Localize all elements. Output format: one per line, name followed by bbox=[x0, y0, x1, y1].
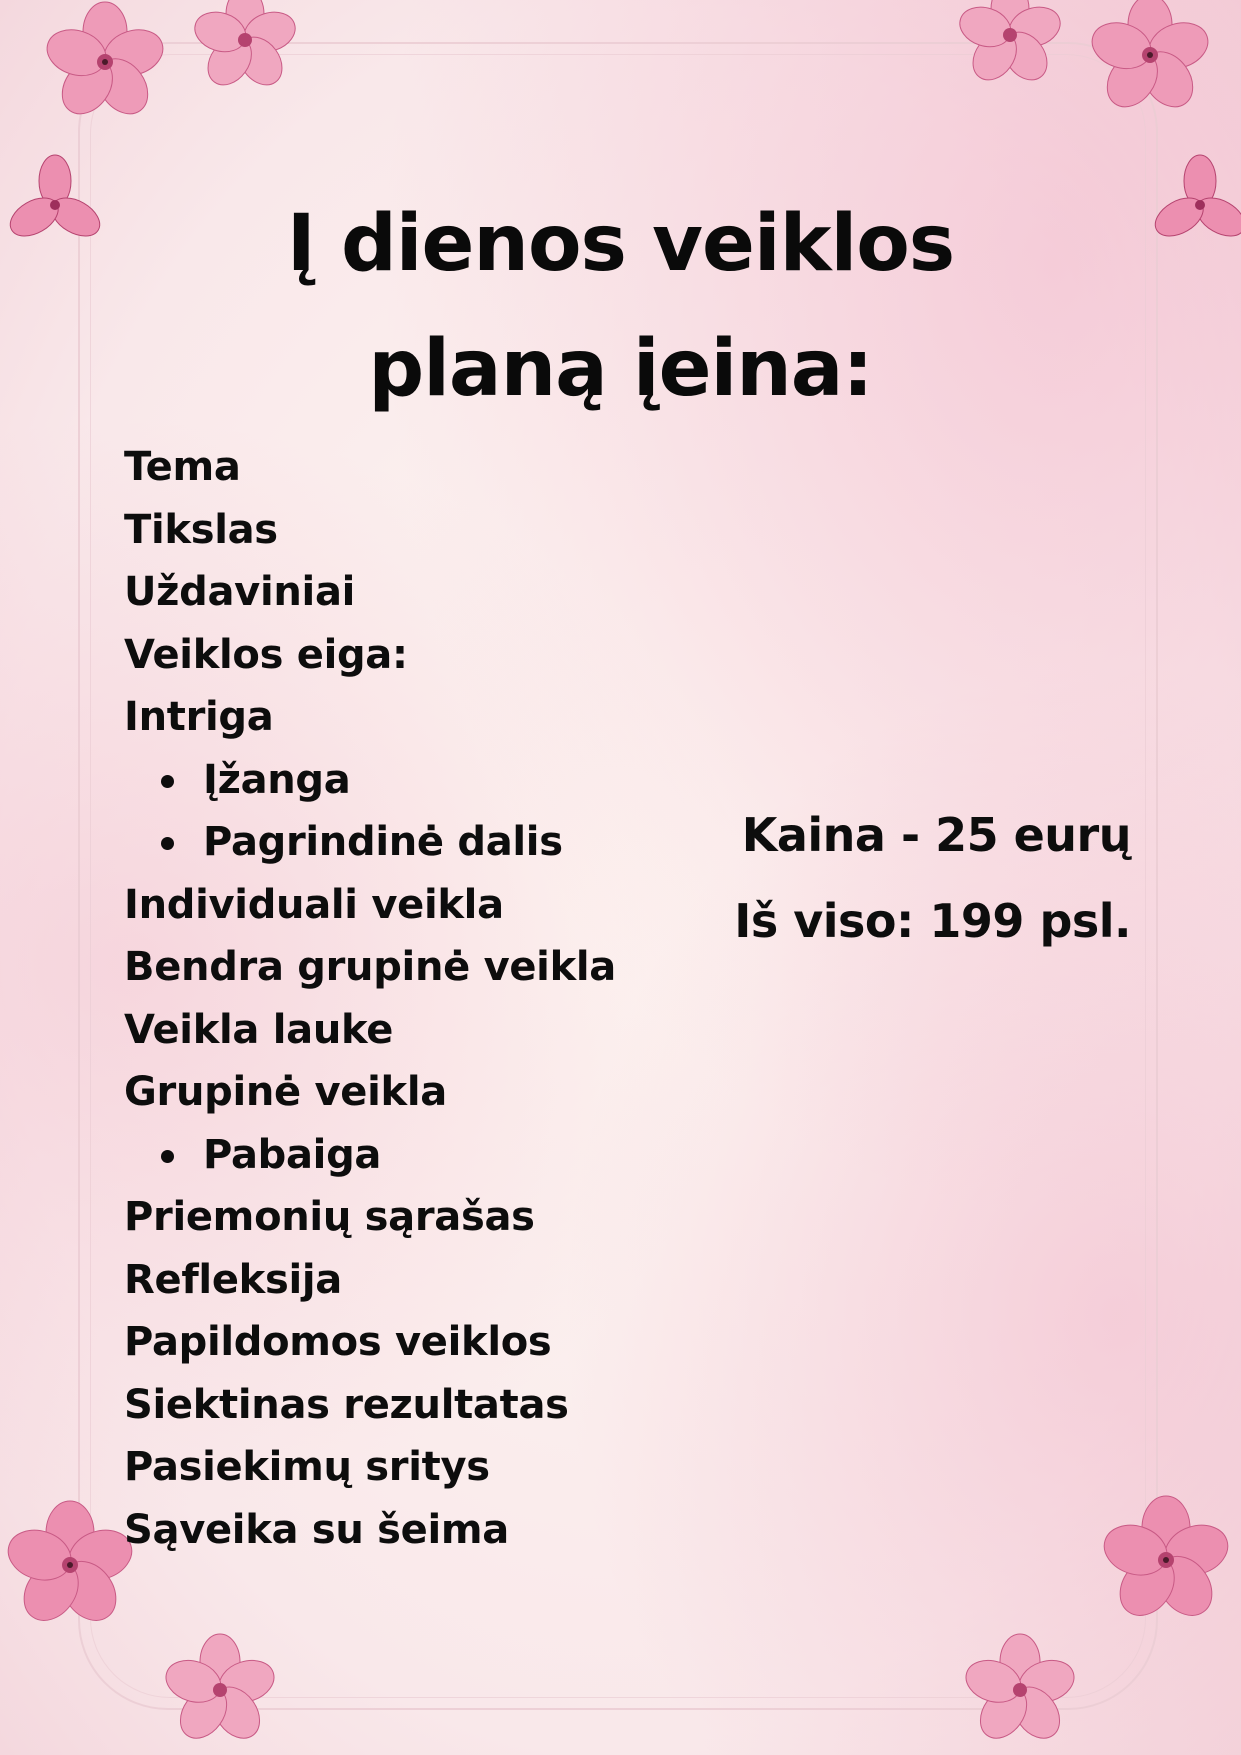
list-item: Bendra grupinė veikla bbox=[124, 944, 617, 990]
list-item: Veiklos eiga: bbox=[124, 631, 408, 678]
list-item: Uždaviniai bbox=[124, 569, 356, 615]
list-item: Veikla lauke bbox=[124, 1006, 394, 1053]
cherry-blossom-icon bbox=[30, 0, 180, 130]
list-item: Refleksija bbox=[124, 1256, 342, 1303]
list-item: Siektinas rezultatas bbox=[124, 1381, 569, 1428]
list-item: Priemonių sąrašas bbox=[124, 1194, 535, 1240]
cherry-blossom-icon bbox=[175, 0, 315, 110]
list-item: Papildomos veiklos bbox=[124, 1319, 552, 1365]
list-item: Tikslas bbox=[124, 506, 278, 553]
list-item-bulleted: Pabaiga bbox=[124, 1124, 616, 1187]
list-item-bulleted: Įžanga bbox=[124, 749, 616, 812]
list-item: Intriga bbox=[124, 694, 274, 740]
price-text: Kaina - 25 eurų bbox=[741, 808, 1131, 862]
cherry-blossom-icon bbox=[150, 1620, 290, 1755]
list-item: Pasiekimų sritys bbox=[124, 1444, 490, 1490]
price-info bbox=[734, 792, 1131, 964]
cherry-blossom-icon bbox=[1080, 0, 1240, 140]
list-item: Individuali veikla bbox=[124, 881, 504, 928]
cherry-blossom-icon bbox=[940, 0, 1080, 110]
cherry-blossom-icon bbox=[950, 1620, 1090, 1755]
plan-contents-list bbox=[124, 436, 616, 1561]
list-item-bulleted: Pagrindinė dalis bbox=[124, 811, 616, 874]
list-item: Sąveika su šeima bbox=[124, 1506, 509, 1553]
cherry-blossom-icon bbox=[1081, 1470, 1241, 1630]
page-count-text: Iš viso: 199 psl. bbox=[734, 894, 1131, 948]
title-line-2: planą įeina: bbox=[368, 324, 873, 415]
list-item: Tema bbox=[124, 444, 241, 490]
page-title bbox=[0, 182, 1241, 432]
title-line-1: Į dienos veiklos bbox=[286, 199, 955, 290]
list-item: Grupinė veikla bbox=[124, 1069, 447, 1115]
